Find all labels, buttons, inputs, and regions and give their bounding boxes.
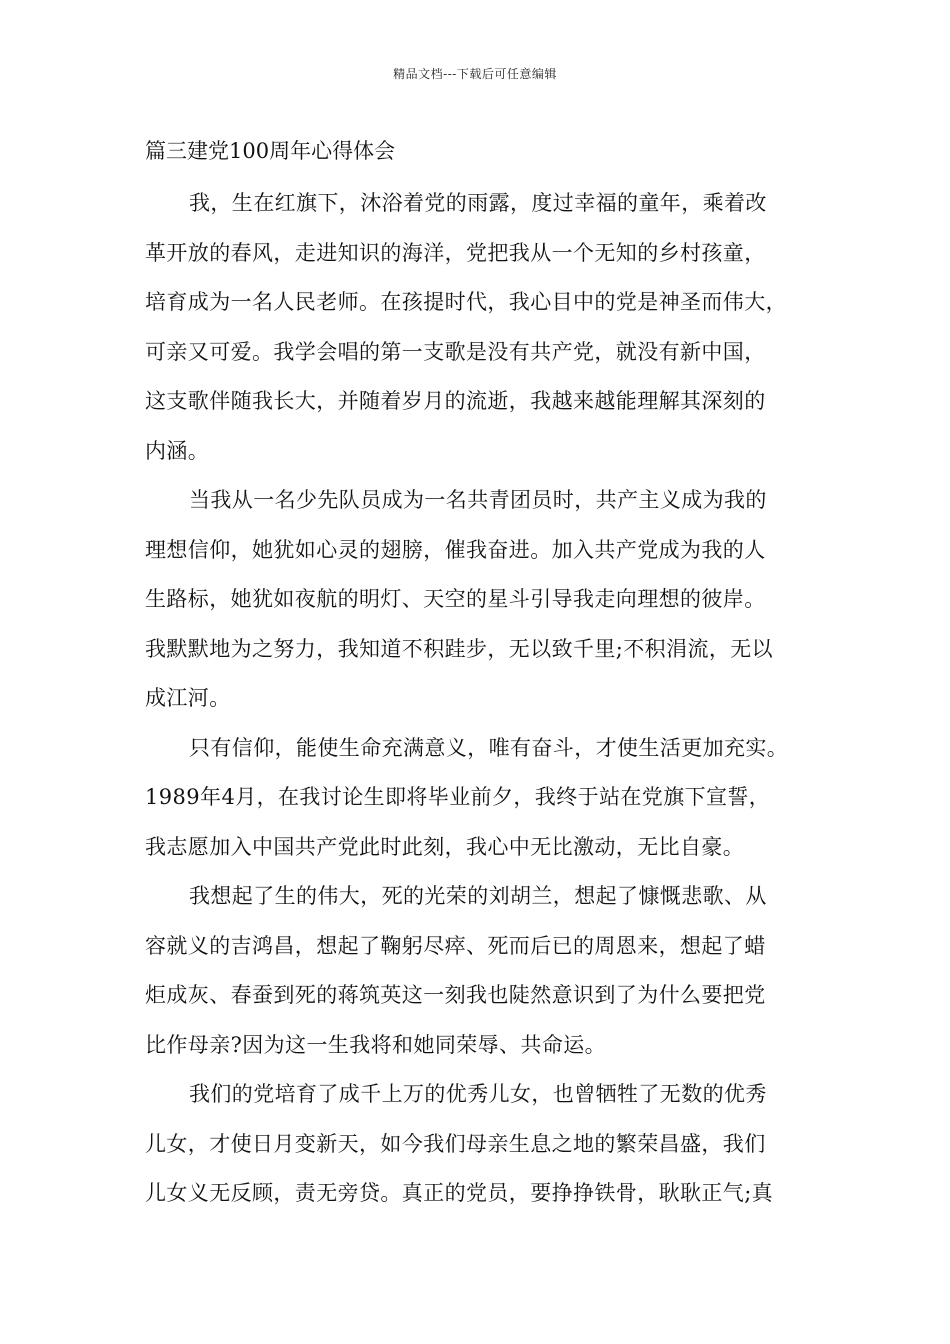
paragraph-1 [145,179,817,476]
page-header: 精品文档---下载后可任意编辑 [393,67,557,81]
document-body [145,131,817,1219]
paragraph-line: 成江河。 [145,686,231,710]
paragraph-line: 生路标，她犹如夜航的明灯、天空的星斗引导我走向理想的彼岸。 [145,587,766,611]
paragraph-2 [145,476,817,724]
paragraph-3 [145,724,817,873]
paragraph-line: 我们的党培育了成千上万的优秀儿女，也曾牺牲了无数的优秀 [189,1082,767,1106]
paragraph-4 [145,872,817,1070]
paragraph-line: 这支歌伴随我长大，并随着岁月的流逝，我越来越能理解其深刻的 [145,389,766,413]
paragraph-line: 可亲又可爱。我学会唱的第一支歌是没有共产党，就没有新中国， [145,339,766,364]
paragraph-line: 当我从一名少先队员成为一名共青团员时，共产主义成为我的 [189,488,767,512]
paragraph-line: 革开放的春风，走进知识的海洋，党把我从一个无知的乡村孩童， [145,240,766,265]
paragraph-line: 我，生在红旗下，沐浴着党的雨露，度过幸福的童年，乘着改 [189,191,767,215]
paragraph-5 [145,1070,817,1219]
paragraph-line: 只有信仰，能使生命充满意义，唯有奋斗，才使生活更加充实。 [189,735,789,760]
paragraph-line: 理想信仰，她犹如心灵的翅膀，催我奋进。加入共产党成为我的人 [145,537,766,562]
paragraph-line: 1989年4月，在我讨论生即将毕业前夕，我终于站在党旗下宣誓， [145,785,771,809]
paragraph-line: 炬成灰、春蚕到死的蒋筑英这一刻我也陡然意识到了为什么要把党 [145,983,766,1007]
paragraph-line: 我想起了生的伟大，死的光荣的刘胡兰，想起了慷慨悲歌、从 [189,884,767,908]
paragraph-line: 我志愿加入中国共产党此时此刻，我心中无比激动，无比自豪。 [145,834,745,859]
document-title: 篇三建党100周年心得体会 [145,139,396,163]
paragraph-line: 培育成为一名人民老师。在孩提时代，我心目中的党是神圣而伟大， [145,290,787,314]
paragraph-line: 容就义的吉鸿昌，想起了鞠躬尽瘁、死而后已的周恩来，想起了蜡 [145,933,766,958]
paragraph-line: 儿女义无反顾，责无旁贷。真正的党员，要挣挣铁骨，耿耿正气;真 [145,1181,774,1205]
paragraph-line: 内涵。 [145,438,210,463]
title-spacer [145,171,817,179]
paragraph-line: 我默默地为之努力，我知道不积跬步，无以致千里;不积涓流，无以 [145,636,774,661]
paragraph-line: 儿女，才使日月变新天，如今我们母亲生息之地的繁荣昌盛，我们 [145,1131,766,1156]
paragraph-line: 比作母亲?因为这一生我将和她同荣辱、共命运。 [145,1032,607,1057]
